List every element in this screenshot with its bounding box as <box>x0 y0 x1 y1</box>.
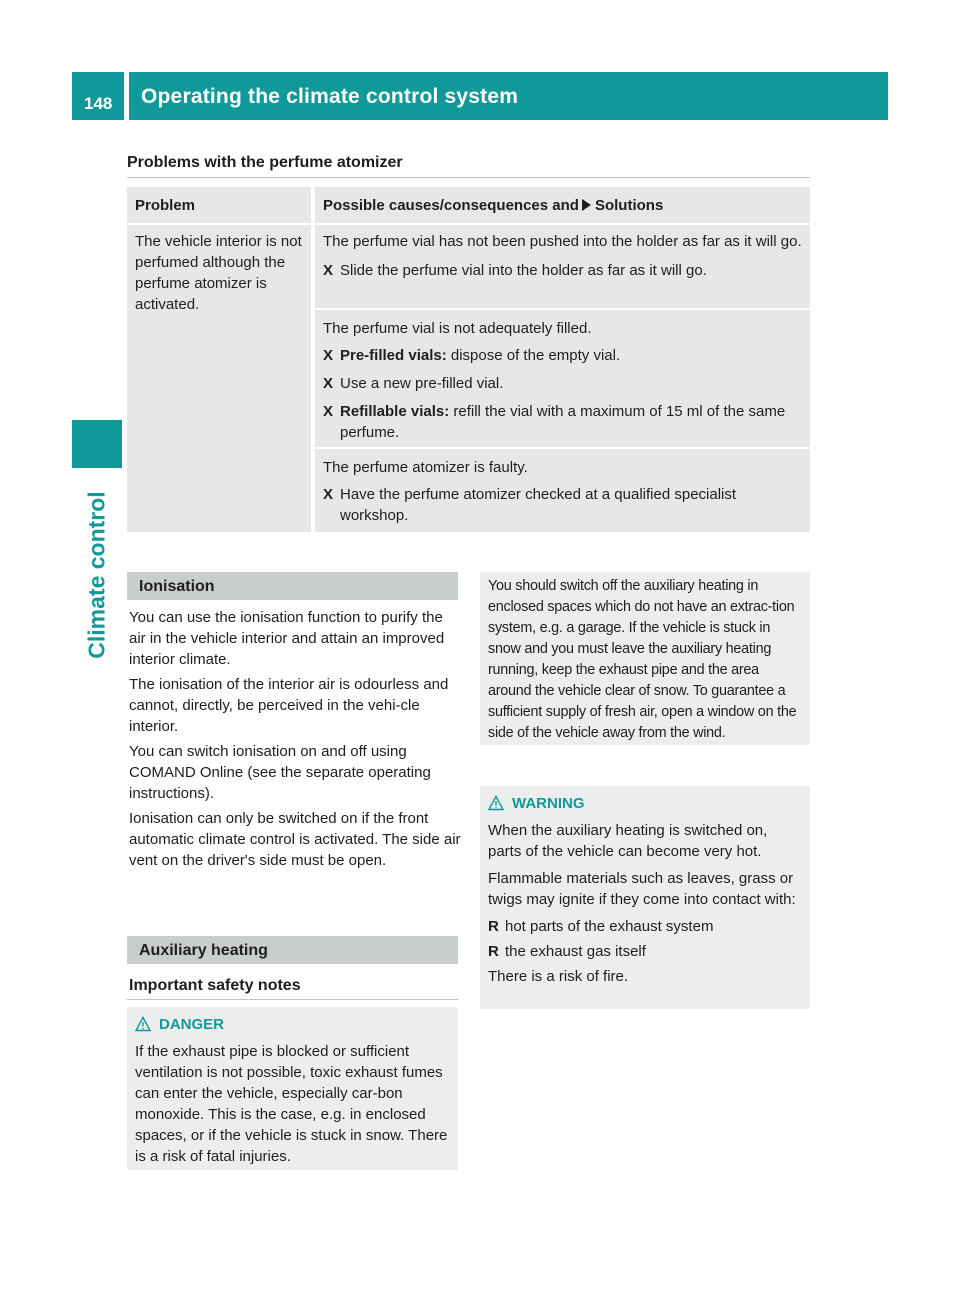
ionisation-paragraph: Ionisation can only be switched on if the front automatic climate control is activated. The side air vent on the driver's side must be open. <box>129 810 461 869</box>
danger-box-continued <box>480 572 810 745</box>
warning-header <box>488 793 804 814</box>
chapter-header <box>129 72 888 120</box>
ionisation-heading: Ionisation <box>139 578 215 595</box>
step-label: Refillable vials: <box>340 403 450 420</box>
step-text: Slide the perfume vial into the holder as far as it will go. <box>340 262 707 279</box>
page-number: 148 <box>84 94 113 113</box>
bullet-text: the exhaust gas itself <box>505 943 646 960</box>
danger-label: DANGER <box>159 1016 225 1033</box>
table-header-problem <box>127 187 311 223</box>
problem-text: The vehicle interior is not perfumed although the perfume atomizer is activated. <box>135 233 302 313</box>
ionisation-heading-bar <box>127 572 458 600</box>
auxiliary-heading-bar <box>127 936 458 964</box>
danger-text: If the exhaust pipe is blocked or sufficient ventilation is not possible, toxic exhaust fumes can enter the vehicle, especially car-bon monoxide. This is the case, e.g. in enclosed spaces, or if the vehicle is stuck in snow. There is a risk of fatal injuries. <box>135 1043 448 1165</box>
solution-step <box>323 345 802 366</box>
ionisation-paragraph: You can switch ionisation on and off using COMAND Online (see the separate operating instructions). <box>129 743 431 802</box>
solution-step <box>323 373 802 394</box>
perfume-heading: Problems with the perfume atomizer <box>127 154 403 171</box>
solution-step <box>323 401 802 443</box>
step-marker-icon: X <box>323 403 334 420</box>
auxiliary-heading: Auxiliary heating <box>139 942 268 959</box>
danger-box <box>127 1007 458 1170</box>
heading-rule <box>127 999 458 1000</box>
column-header-causes <box>323 195 663 216</box>
problem-cell <box>127 225 311 532</box>
column-header-causes-suffix: Solutions <box>594 197 664 214</box>
cause-3-text: The perfume atomizer is faulty. <box>323 459 528 476</box>
solution-step <box>323 260 802 281</box>
warning-label: WARNING <box>512 795 585 812</box>
warning-bullet <box>488 941 804 962</box>
warning-paragraph: There is a risk of fire. <box>488 968 629 985</box>
danger-header <box>135 1014 452 1035</box>
warning-paragraph: When the auxiliary heating is switched on, parts of the vehicle can become very hot. <box>488 822 768 860</box>
side-tab <box>66 480 128 670</box>
side-tab-label: Climate control <box>83 491 110 659</box>
safety-notes-heading: Important safety notes <box>129 977 301 994</box>
warning-triangle-icon <box>135 1016 151 1032</box>
bullet-marker-icon: R <box>488 918 499 935</box>
play-arrow-icon <box>582 199 591 211</box>
step-marker-icon: X <box>323 262 334 279</box>
step-text: refill the vial with a maximum of 15 ml of the same perfume. <box>340 403 786 441</box>
warning-bullet <box>488 916 804 937</box>
column-header-causes-prefix: Possible causes/consequences and <box>323 197 579 214</box>
warning-paragraph: Flammable materials such as leaves, grass or twigs may ignite if they come into contact with: <box>488 870 796 908</box>
table-header-causes <box>315 187 810 223</box>
ionisation-paragraph: The ionisation of the interior air is odourless and cannot, directly, be perceived in the vehi-cle interior. <box>129 676 449 735</box>
heading-rule <box>127 177 810 178</box>
step-marker-icon: X <box>323 347 334 364</box>
chapter-title: Operating the climate control system <box>141 85 519 108</box>
step-text: Use a new pre-filled vial. <box>340 375 504 392</box>
page-number-box <box>72 72 124 120</box>
cause-2-text: The perfume vial is not adequately filled. <box>323 320 592 337</box>
column-header-problem: Problem <box>135 197 196 214</box>
cause-cell-1 <box>315 225 810 308</box>
step-marker-icon: X <box>323 486 334 503</box>
warning-box <box>480 786 810 1009</box>
step-label: Pre-filled vials: <box>340 347 447 364</box>
solution-step <box>323 484 802 526</box>
cause-1-text: The perfume vial has not been pushed into the holder as far as it will go. <box>323 233 802 250</box>
danger-continued-text: You should switch off the auxiliary heating in enclosed spaces which do not have an extrac-tion system, e.g. a garage. If the vehicle is stuck in snow and you must leave the auxiliary heating running, keep the exhaust pipe and the area around the vehicle clear of snow. To guarantee a sufficient supply of fresh air, open a window on the side of the vehicle away from the wind. <box>488 578 797 741</box>
side-tab-marker <box>72 420 122 468</box>
cause-cell-2 <box>315 310 810 447</box>
ionisation-body <box>129 607 461 875</box>
warning-triangle-icon <box>488 795 504 811</box>
cause-cell-3 <box>315 449 810 532</box>
step-text: dispose of the empty vial. <box>446 347 621 364</box>
ionisation-paragraph: You can use the ionisation function to purify the air in the vehicle interior and attain an improved interior climate. <box>129 609 445 668</box>
bullet-marker-icon: R <box>488 943 499 960</box>
bullet-text: hot parts of the exhaust system <box>505 918 714 935</box>
step-marker-icon: X <box>323 375 334 392</box>
step-text: Have the perfume atomizer checked at a qualified specialist workshop. <box>340 486 737 524</box>
